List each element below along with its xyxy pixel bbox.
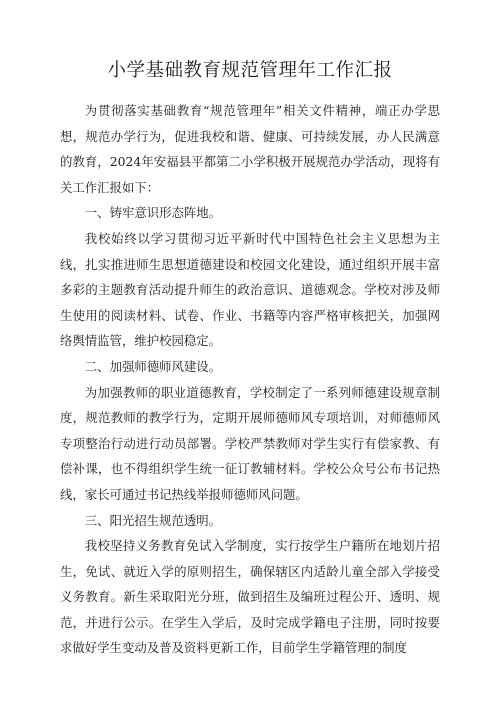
section-heading-3: 三、阳光招生规范透明。 bbox=[84, 512, 222, 528]
section-body-1: 我校始终以学习贯彻习近平新时代中国特色社会主义思想为主线，扎实推进师生思想道德建设和校园文化建设，通过组织开展丰富多彩的主题教育活动提升师生的政治意识、道德观念。学校对涉及师生使用的阅读材料、试卷、作业、书籍等内容严格审核把关，加强网络舆情监管，维护校园稳定。 bbox=[60, 230, 440, 349]
section-heading-1: 一、铸牢意识形态阵地。 bbox=[84, 205, 222, 221]
section-body-3: 我校坚持义务教育免试入学制度，实行按学生户籍所在地划片招生，免试、就近入学的原则招生，确保辖区内适龄儿童全部入学接受义务教育。新生采取阳光分班，做到招生及编班过程公开、透明、规范，并进行公示。在学生入学后，及时完成学籍电子注册，同时按要求做好学生变动及普及资料更新工作，目前学生学籍管理的制度 bbox=[60, 538, 440, 656]
document-title: 小学基础教育规范管理年工作汇报 bbox=[107, 60, 393, 81]
section-heading-2: 二、加强师德师风建设。 bbox=[84, 358, 222, 374]
document-page bbox=[60, 58, 440, 661]
intro-paragraph: 为贯彻落实基础教育“规范管理年”相关文件精神，端正办学思想，规范办学行为，促进我校和谐、健康、可持续发展，办人民满意的教育，2024年安福县平都第二小学积极开展规范办学活动，现将有关工作汇报如下： bbox=[60, 103, 440, 195]
section-body-2: 为加强教师的职业道德教育，学校制定了一系列师德建设规章制度，规范教师的教学行为，定期开展师德师风专项培训，对师德师风专项整治行动进行动员部署。学校严禁教师对学生实行有偿家教、有偿补课，也不得组织学生统一征订教辅材料。学校公众号公布书记热线，家长可通过书记热线举报师德师风问题。 bbox=[60, 384, 440, 502]
